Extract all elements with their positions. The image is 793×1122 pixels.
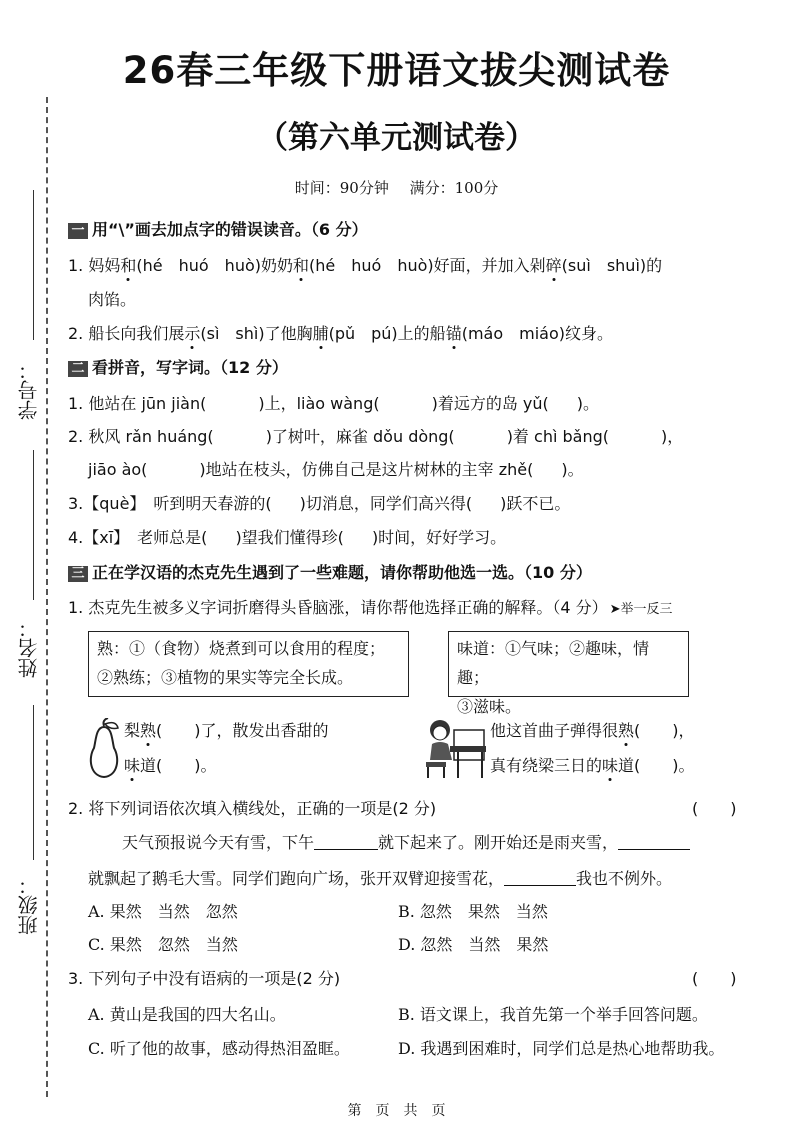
text: )。: [561, 460, 584, 479]
section-3-heading: [68, 563, 592, 583]
piano-sentence-2: [490, 756, 695, 776]
binding-dashed-line: [46, 97, 48, 1097]
student-id-line: [33, 190, 34, 340]
pear-sentence-1: [124, 721, 329, 741]
text: 他这首曲子弹得很: [490, 721, 619, 740]
section-title: 用“\”画去加点字的错误读音。（6 分）: [92, 220, 368, 239]
text: (pǔ pú)上的船: [328, 324, 446, 343]
definition-box-weidao: [448, 631, 689, 716]
option-d[interactable]: D. 我遇到困难时，同学们总是热心地帮助我。: [398, 1039, 725, 1058]
text: 1. 他站在 jūn jiàn(: [68, 394, 207, 413]
text: (suì shuì)的: [561, 256, 663, 275]
text: 2. 秋风 rǎn huáng(: [68, 427, 214, 446]
piano-player-icon: [418, 716, 488, 780]
text: )时间，好好学习。: [371, 528, 507, 547]
s1-question-2: [68, 324, 613, 344]
option-a[interactable]: A. 果然 当然 忽然: [88, 902, 238, 921]
dotted-char: 示: [184, 324, 201, 343]
section-number: 一: [68, 223, 88, 239]
text: (hé huó huò)奶奶: [136, 256, 293, 275]
s3-question-1: [68, 598, 673, 620]
full-score: 满分：100分: [409, 179, 499, 197]
text: jiāo ào(: [88, 460, 148, 479]
text: 道: [618, 756, 635, 775]
text: 梨: [124, 721, 141, 740]
s3-question-2: 2. 将下列词语依次填入横线处，正确的一项是(2 分): [68, 799, 437, 818]
s1-question-1: [68, 256, 662, 276]
option-d[interactable]: D. 忽然 当然 果然: [398, 935, 549, 954]
text: 就下起来了。刚开始还是雨夹雪，: [378, 833, 619, 852]
text: 天气预报说今天有雪，下午: [122, 833, 315, 852]
definition-line: 熟：①（食物）烧煮到可以食用的程度；: [97, 639, 386, 658]
text: ( )。: [634, 756, 695, 775]
s3-question-3: 3. 下列句子中没有语病的一项是(2 分): [68, 969, 341, 988]
option-c[interactable]: C. 果然 忽然 当然: [88, 935, 238, 954]
text: )地站在枝头，仿佛自己是这片树林的主宰 zhě(: [199, 460, 534, 479]
s2-question-4: [68, 528, 506, 548]
text: )着远方的岛 yǔ(: [431, 394, 549, 413]
s1-question-1-cont: 肉馅。: [88, 290, 137, 309]
section-1-heading: [68, 220, 368, 240]
section-title: 正在学汉语的杰克先生遇到了一些难题，请你帮助他选一选。（10 分）: [92, 563, 592, 582]
text: ( )。: [156, 756, 217, 775]
dotted-char: 味: [124, 756, 141, 775]
student-id-label: 学号：: [17, 360, 41, 420]
page-subtitle: （第六单元测试卷）: [257, 120, 536, 156]
definition-line: ②熟练；③植物的果实等完全长成。: [97, 668, 354, 687]
dotted-char: 和: [120, 256, 137, 275]
dotted-char: 脯: [312, 324, 329, 343]
text: )跃不已。: [500, 494, 571, 513]
text: 我也不例外。: [576, 869, 673, 888]
option-b[interactable]: B. 忽然 果然 当然: [398, 902, 548, 921]
section-2-heading: [68, 358, 288, 378]
fill-blank[interactable]: [314, 849, 378, 850]
text: 2. 船长向我们展: [68, 324, 185, 343]
page-footer: 第 页 共 页: [347, 1103, 446, 1119]
page-title: 26春三年级下册语文拔尖测试卷: [122, 49, 671, 92]
definition-box-shu: [88, 631, 409, 697]
name-line: [33, 450, 34, 600]
text: 3.【què】 听到明天春游的(: [68, 494, 272, 513]
dotted-char: 和: [293, 256, 310, 275]
definition-line: 味道：①气味；②趣味，情趣；: [457, 639, 650, 687]
section-number: 三: [68, 566, 88, 582]
section-title: 看拼音，写字词。（12 分）: [92, 358, 288, 377]
s2-question-2: [68, 427, 683, 447]
time-limit: 时间：90分钟: [294, 179, 389, 197]
fill-blank[interactable]: [618, 849, 690, 850]
text: )着 chì bǎng(: [506, 427, 609, 446]
text: 真有绕梁三日的: [490, 756, 603, 775]
text: 1. 杰克先生被多义字词折磨得头昏脑涨，请你帮他选择正确的解释。（4 分）: [68, 598, 608, 617]
text: (hé huó huò)好面，并加入剁: [309, 256, 546, 275]
text: ( )了，散发出香甜的: [156, 721, 329, 740]
dotted-char: 锚: [445, 324, 462, 343]
s3-q2-passage-1: [122, 833, 690, 853]
text: 4.【xī】 老师总是(: [68, 528, 208, 547]
text: (sì shì)了他胸: [200, 324, 313, 343]
s2-question-2-cont: [88, 460, 584, 480]
option-c[interactable]: C. 听了他的故事，感动得热泪盈眶。: [88, 1039, 350, 1058]
s3-q2-answer-paren[interactable]: ( ): [692, 799, 737, 818]
exam-meta: [0, 177, 793, 198]
name-label: 姓名：: [17, 618, 41, 678]
text: )上，liào wàng(: [258, 394, 380, 413]
class-label: 班级：: [17, 875, 41, 935]
pear-sentence-2: [124, 756, 217, 776]
dotted-char: 熟: [618, 721, 635, 740]
piano-sentence-1: [490, 721, 695, 741]
text: 就飘起了鹅毛大雪。同学们跑向广场，张开双臂迎接雪花，: [88, 869, 505, 888]
dotted-char: 熟: [140, 721, 157, 740]
dotted-char: 味: [602, 756, 619, 775]
s3-q3-answer-paren[interactable]: ( ): [692, 969, 737, 988]
text: 1. 妈妈: [68, 256, 121, 275]
text: ( )，: [634, 721, 695, 740]
pear-icon: [86, 718, 122, 780]
text: (máo miáo)纹身。: [461, 324, 613, 343]
text: )望我们懂得珍(: [235, 528, 344, 547]
related-practice-tag: ➤举一反三: [609, 602, 673, 617]
class-line: [33, 705, 34, 860]
s3-q2-passage-2: [88, 869, 672, 889]
s2-question-3: [68, 494, 570, 514]
dotted-char: 碎: [545, 256, 562, 275]
s2-question-1: [68, 394, 599, 414]
section-number: 二: [68, 361, 88, 377]
option-a[interactable]: A. 黄山是我国的四大名山。: [88, 1005, 286, 1024]
fill-blank[interactable]: [504, 885, 576, 886]
text: 道: [140, 756, 157, 775]
text: )了树叶，麻雀 dǒu dòng(: [265, 427, 455, 446]
text: )。: [576, 394, 600, 413]
option-b[interactable]: B. 语文课上，我首先第一个举手回答问题。: [398, 1005, 708, 1024]
text: )切消息，同学们高兴得(: [299, 494, 473, 513]
definition-line: ③滋味。: [457, 697, 522, 716]
text: )，: [661, 427, 684, 446]
